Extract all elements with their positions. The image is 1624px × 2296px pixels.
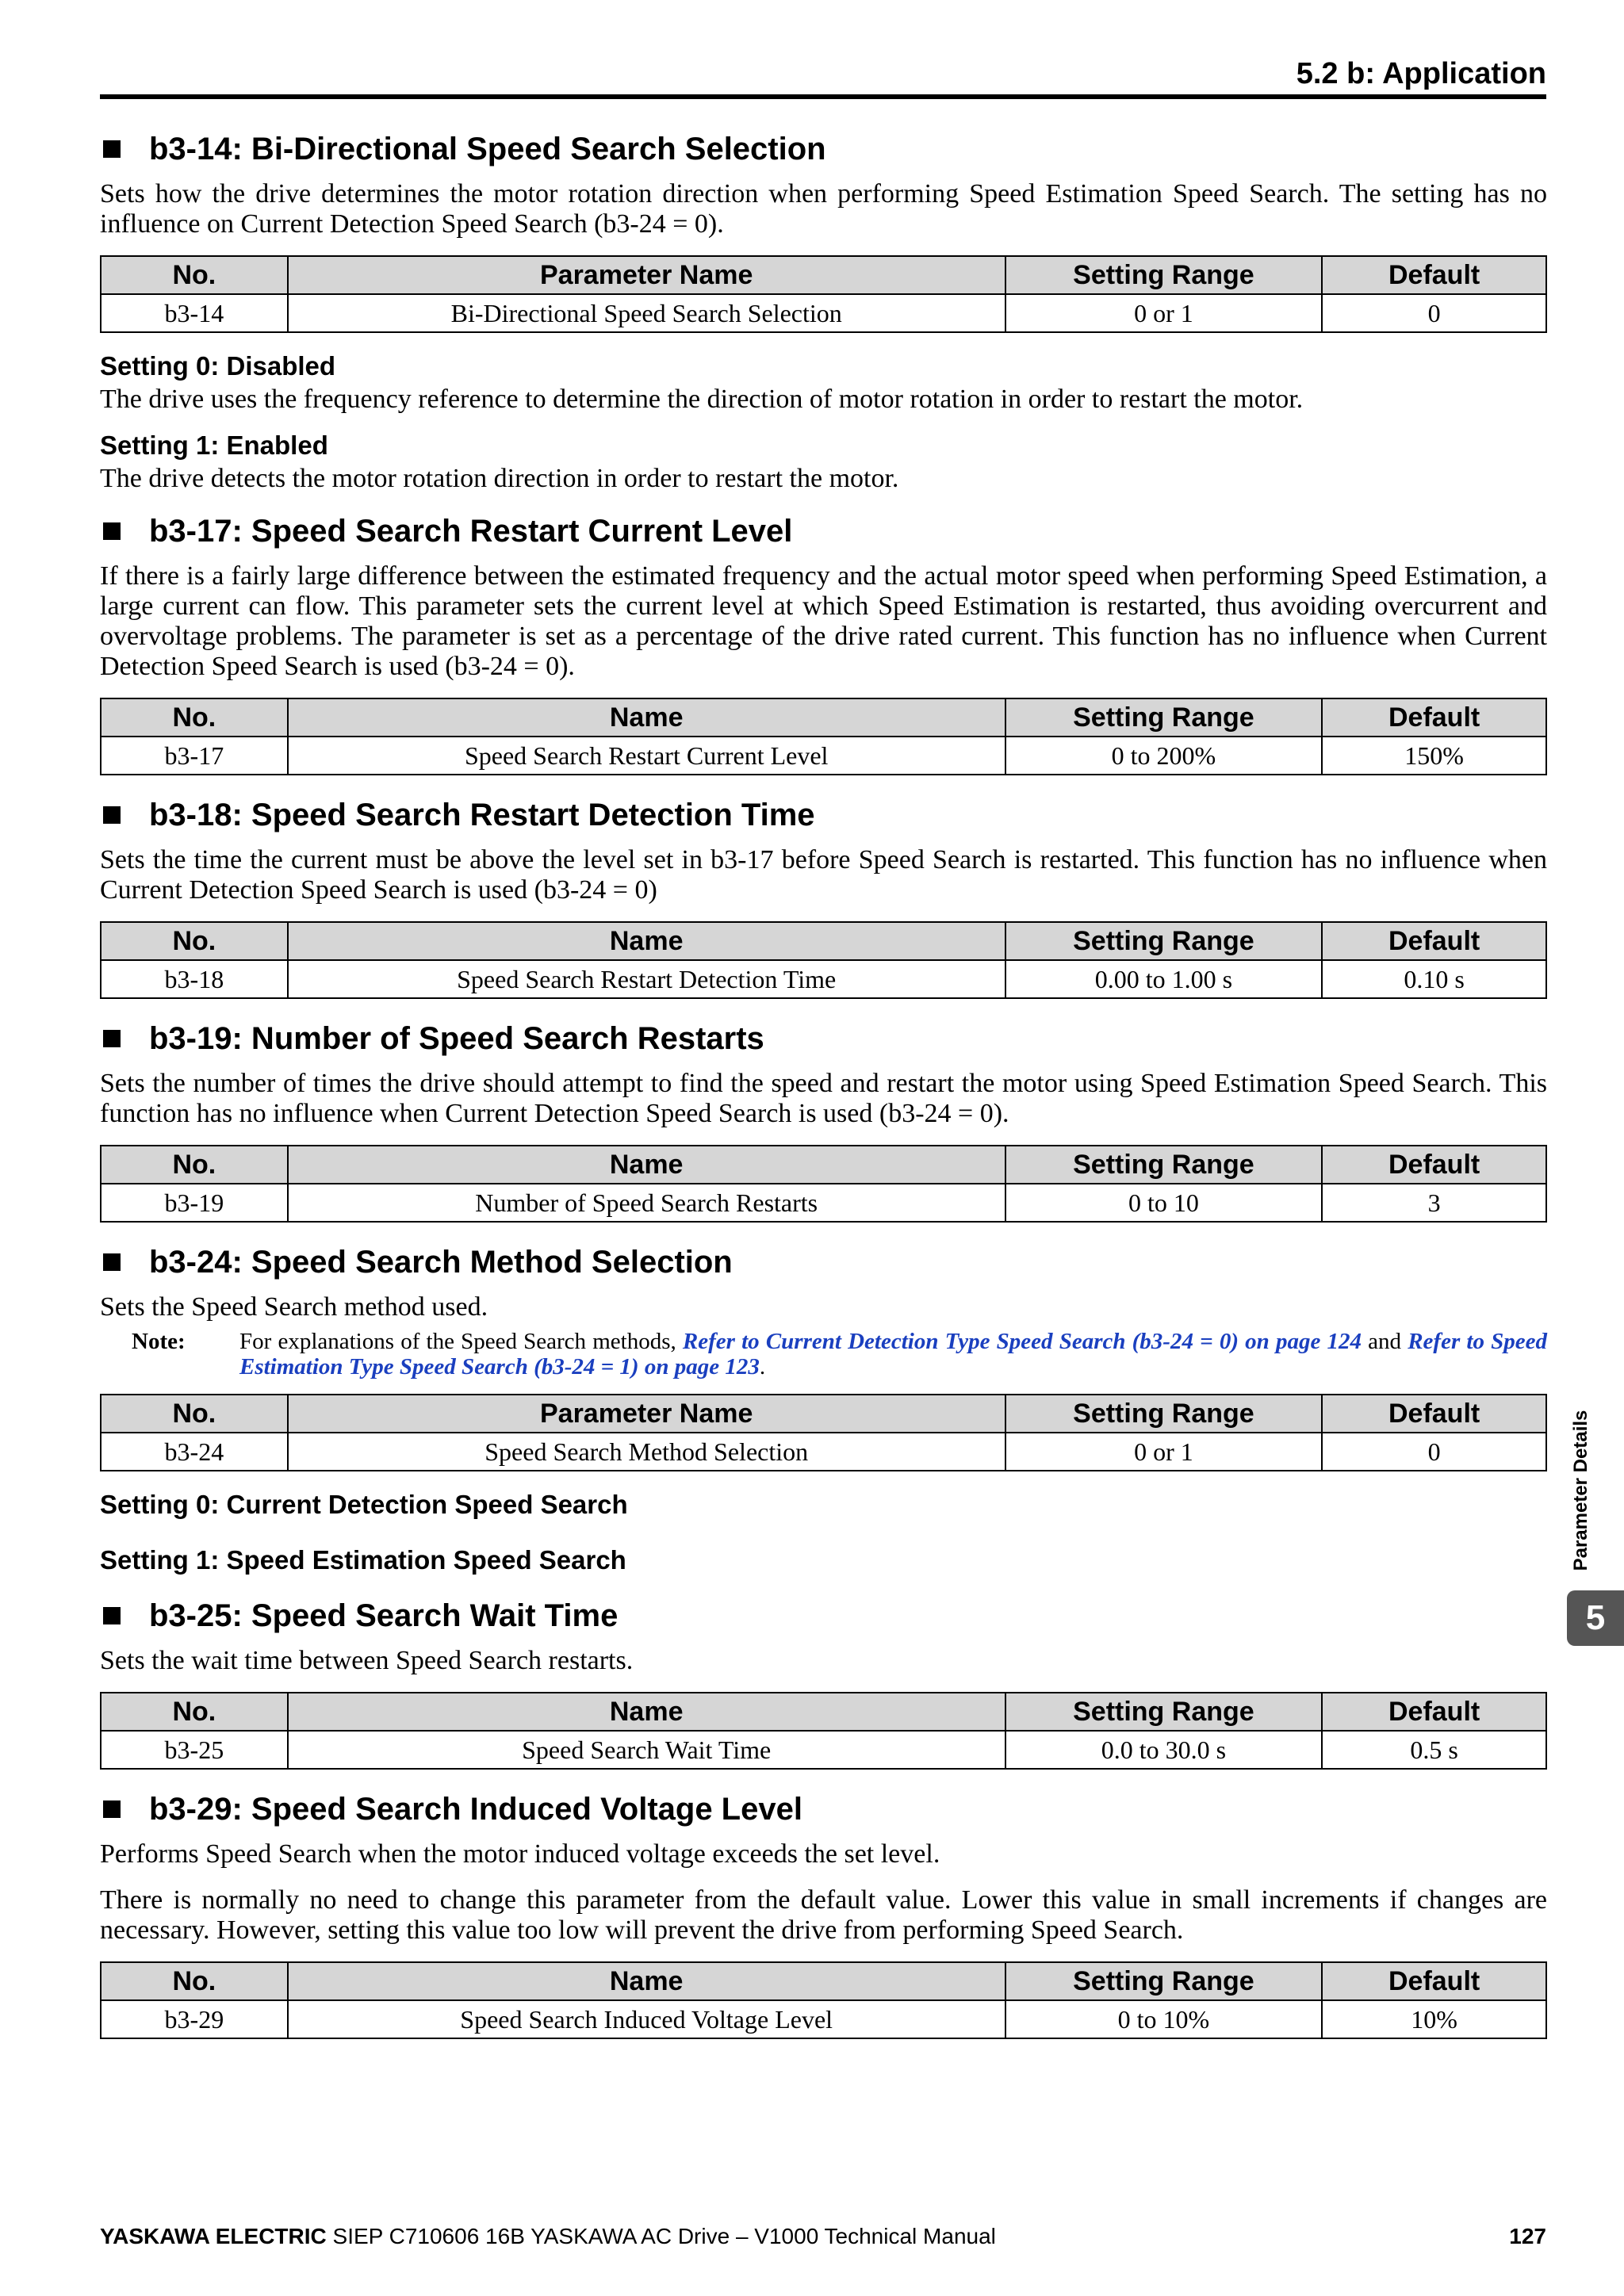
cell-default: 150% xyxy=(1322,737,1546,775)
cell-no: b3-19 xyxy=(101,1184,288,1222)
cell-no: b3-25 xyxy=(101,1731,288,1769)
note-text-part: and xyxy=(1361,1329,1408,1354)
header-no: No. xyxy=(101,1395,288,1433)
section-intro: If there is a fairly large difference between the estimated frequency and the actual motor speed when performing Speed Estimation, a large current can flow. This parameter sets the current level at which Speed Estimation is restarted, thus avoiding overcurrent and overvoltage problems. The parameter is set as a percentage of the drive rated current. This function has no influence when Current Detection Speed Search is used (b3-24 = 0). xyxy=(100,561,1547,681)
heading-text: b3-18: Speed Search Restart Detection Time xyxy=(149,797,815,832)
section-heading xyxy=(100,1594,1547,1638)
header-name: Parameter Name xyxy=(288,256,1005,294)
header-default: Default xyxy=(1322,1146,1546,1184)
header-rule xyxy=(100,94,1546,99)
bullet-square-icon xyxy=(103,806,121,824)
table-header-row xyxy=(101,698,1546,737)
table-header-row xyxy=(101,1962,1546,2000)
header-default: Default xyxy=(1322,922,1546,960)
header-range: Setting Range xyxy=(1005,698,1323,737)
parameter-table xyxy=(100,255,1547,333)
section-heading xyxy=(100,1787,1547,1831)
section-b3-24 xyxy=(100,1240,1547,1576)
table-row xyxy=(101,2000,1546,2038)
header-name: Name xyxy=(288,698,1005,737)
table-row xyxy=(101,1433,1546,1471)
setting-label: Setting 1: Enabled xyxy=(100,430,328,460)
footer-brand: YASKAWA ELECTRIC xyxy=(100,2224,327,2248)
heading-text: b3-25: Speed Search Wait Time xyxy=(149,1598,619,1633)
table-row xyxy=(101,1184,1546,1222)
cell-default: 3 xyxy=(1322,1184,1546,1222)
cell-default: 0.5 s xyxy=(1322,1731,1546,1769)
header-no: No. xyxy=(101,922,288,960)
table-header-row xyxy=(101,256,1546,294)
section-b3-14 xyxy=(100,127,1547,495)
cell-no: b3-14 xyxy=(101,294,288,332)
footer-doc-info xyxy=(100,2224,996,2249)
bullet-square-icon xyxy=(103,1030,121,1047)
heading-text: b3-19: Number of Speed Search Restarts xyxy=(149,1020,764,1056)
section-heading xyxy=(100,793,1547,837)
cell-range: 0 to 200% xyxy=(1005,737,1323,775)
note-text-part: For explanations of the Speed Search methods, xyxy=(239,1329,683,1354)
page-number: 127 xyxy=(1509,2224,1546,2248)
heading-text: b3-14: Bi-Directional Speed Search Selection xyxy=(149,131,826,166)
section-b3-17 xyxy=(100,509,1547,775)
cell-name: Speed Search Restart Detection Time xyxy=(288,960,1005,998)
header-range: Setting Range xyxy=(1005,1962,1323,2000)
section-intro: Sets the time the current must be above the level set in b3-17 before Speed Search is restarted. This function has no influence when Current Detection Speed Search is used (b3-24 = 0) xyxy=(100,845,1547,905)
header-range: Setting Range xyxy=(1005,1693,1323,1731)
section-b3-19 xyxy=(100,1016,1547,1223)
section-heading xyxy=(100,1016,1547,1061)
header-range: Setting Range xyxy=(1005,1146,1323,1184)
cell-name: Speed Search Method Selection xyxy=(288,1433,1005,1471)
section-heading xyxy=(100,509,1547,553)
page-header-title: 5.2 b: Application xyxy=(1296,57,1546,90)
header-default: Default xyxy=(1322,1962,1546,2000)
cell-default: 0 xyxy=(1322,294,1546,332)
table-header-row xyxy=(101,922,1546,960)
section-b3-18 xyxy=(100,793,1547,999)
cell-range: 0 to 10 xyxy=(1005,1184,1323,1222)
setting-label: Setting 0: Current Detection Speed Search xyxy=(100,1490,628,1519)
header-no: No. xyxy=(101,1146,288,1184)
note-label: Note: xyxy=(132,1329,186,1354)
cell-range: 0 or 1 xyxy=(1005,294,1323,332)
cell-range: 0.00 to 1.00 s xyxy=(1005,960,1323,998)
cell-range: 0 or 1 xyxy=(1005,1433,1323,1471)
header-range: Setting Range xyxy=(1005,1395,1323,1433)
header-default: Default xyxy=(1322,256,1546,294)
heading-text: b3-29: Speed Search Induced Voltage Level xyxy=(149,1791,802,1827)
section-heading xyxy=(100,127,1547,171)
cell-name: Bi-Directional Speed Search Selection xyxy=(288,294,1005,332)
header-no: No. xyxy=(101,1962,288,2000)
bullet-square-icon xyxy=(103,1607,121,1624)
header-default: Default xyxy=(1322,1693,1546,1731)
header-no: No. xyxy=(101,256,288,294)
table-row xyxy=(101,960,1546,998)
footer-doc-title: SIEP C710606 16B YASKAWA AC Drive – V1000 Technical Manual xyxy=(326,2224,996,2248)
heading-text: b3-24: Speed Search Method Selection xyxy=(149,1244,733,1280)
bullet-square-icon xyxy=(103,1253,121,1271)
setting-label: Setting 1: Speed Estimation Speed Search xyxy=(100,1545,626,1575)
header-name: Parameter Name xyxy=(288,1395,1005,1433)
cell-no: b3-29 xyxy=(101,2000,288,2038)
parameter-table xyxy=(100,1961,1547,2039)
table-row xyxy=(101,737,1546,775)
cell-no: b3-17 xyxy=(101,737,288,775)
header-name: Name xyxy=(288,1693,1005,1731)
cell-range: 0 to 10% xyxy=(1005,2000,1323,2038)
cell-name: Speed Search Induced Voltage Level xyxy=(288,2000,1005,2038)
parameter-table xyxy=(100,921,1547,999)
note-block xyxy=(100,1329,1547,1380)
page-footer xyxy=(100,2224,1546,2249)
cell-default: 0.10 s xyxy=(1322,960,1546,998)
header-name: Name xyxy=(288,922,1005,960)
cell-no: b3-18 xyxy=(101,960,288,998)
setting-label: Setting 0: Disabled xyxy=(100,351,336,381)
header-range: Setting Range xyxy=(1005,256,1323,294)
cell-no: b3-24 xyxy=(101,1433,288,1471)
parameter-table xyxy=(100,1145,1547,1223)
header-name: Name xyxy=(288,1146,1005,1184)
cell-default: 10% xyxy=(1322,2000,1546,2038)
reference-link-speed-estimation[interactable]: Refer to Speed Estimation Type Speed Search (b3-24 = 1) on page 123 xyxy=(239,1329,1547,1380)
note-text xyxy=(239,1329,1547,1380)
bullet-square-icon xyxy=(103,140,121,158)
cell-range: 0.0 to 30.0 s xyxy=(1005,1731,1323,1769)
section-intro-2: There is normally no need to change this parameter from the default value. Lower this value in small increments if changes are necessary. However, setting this value too low will prevent the drive from performing Speed Search. xyxy=(100,1885,1547,1945)
table-header-row xyxy=(101,1395,1546,1433)
setting-description: The drive detects the motor rotation direction in order to restart the motor. xyxy=(100,464,899,493)
table-header-row xyxy=(101,1146,1546,1184)
heading-text: b3-17: Speed Search Restart Current Level xyxy=(149,513,793,549)
setting-description: The drive uses the frequency reference to determine the direction of motor rotation in order to restart the motor. xyxy=(100,385,1304,414)
page-content xyxy=(100,127,1547,2057)
cell-name: Speed Search Wait Time xyxy=(288,1731,1005,1769)
header-default: Default xyxy=(1322,1395,1546,1433)
cell-name: Speed Search Restart Current Level xyxy=(288,737,1005,775)
section-intro: Sets the Speed Search method used. xyxy=(100,1292,488,1322)
header-no: No. xyxy=(101,698,288,737)
cell-default: 0 xyxy=(1322,1433,1546,1471)
reference-link-current-detection[interactable]: Refer to Current Detection Type Speed Search (b3-24 = 0) on page 124 xyxy=(682,1329,1362,1354)
chapter-tab: 5 xyxy=(1567,1590,1624,1646)
section-intro: Sets the number of times the drive should attempt to find the speed and restart the motor using Speed Estimation Speed Search. This function has no influence when Current Detection Speed Search is used (b3-24 = 0). xyxy=(100,1069,1547,1128)
side-tab-label xyxy=(1557,1403,1605,1578)
header-range: Setting Range xyxy=(1005,922,1323,960)
section-b3-25 xyxy=(100,1594,1547,1770)
section-intro: Sets how the drive determines the motor rotation direction when performing Speed Estimation Speed Search. The setting has no influence on Current Detection Speed Search (b3-24 = 0). xyxy=(100,179,1547,239)
header-no: No. xyxy=(101,1693,288,1731)
table-header-row xyxy=(101,1693,1546,1731)
header-name: Name xyxy=(288,1962,1005,2000)
section-b3-29 xyxy=(100,1787,1547,2039)
table-row xyxy=(101,294,1546,332)
bullet-square-icon xyxy=(103,522,121,540)
section-heading xyxy=(100,1240,1547,1284)
section-intro: Sets the wait time between Speed Search restarts. xyxy=(100,1646,634,1675)
side-tab-text: Parameter Details xyxy=(1570,1410,1591,1571)
parameter-table xyxy=(100,1692,1547,1770)
note-text-part: . xyxy=(759,1354,766,1380)
header-default: Default xyxy=(1322,698,1546,737)
bullet-square-icon xyxy=(103,1800,121,1818)
parameter-table xyxy=(100,1394,1547,1471)
table-row xyxy=(101,1731,1546,1769)
section-intro: Performs Speed Search when the motor induced voltage exceeds the set level. xyxy=(100,1839,940,1869)
cell-name: Number of Speed Search Restarts xyxy=(288,1184,1005,1222)
parameter-table xyxy=(100,698,1547,775)
